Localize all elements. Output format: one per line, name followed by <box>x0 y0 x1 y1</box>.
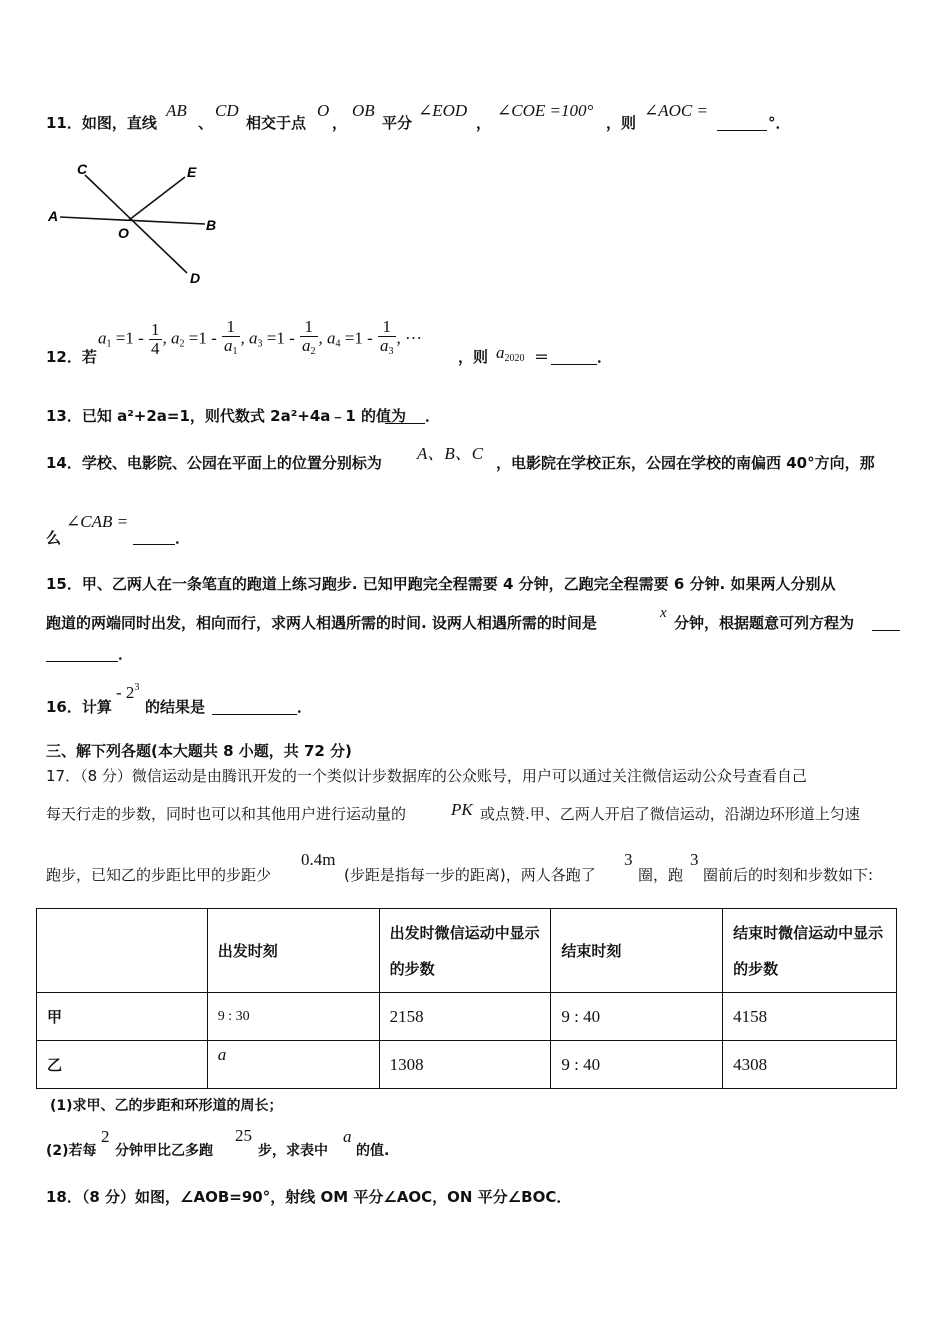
q11-ab: AB <box>166 101 187 120</box>
table-cell: 2158 <box>379 993 551 1041</box>
q12-answer-blank <box>551 350 597 365</box>
q11-aoc: ∠AOC = <box>644 101 708 120</box>
q11-figure <box>40 155 230 290</box>
table-cell: 1308 <box>379 1041 551 1089</box>
q17-line3b: (步距是指每一步的距离)，两人各跑了 <box>344 866 596 884</box>
table-header-cell: 结束时刻 <box>551 909 723 993</box>
q12-a2020: $a_{2020}$ <box>496 343 525 364</box>
q13-text: 13．已知 a²+2a=1，则代数式 2a²+4a﹣1 的值为 <box>46 407 407 425</box>
q16-end: ． <box>297 698 313 716</box>
q14-line2: 么 <box>46 529 62 547</box>
q17-three-2: 3 <box>690 850 699 869</box>
q12-number: 12．若 <box>46 348 97 366</box>
q12-expression: $a_1 =1$ - $\frac{1}{4}$ , $a_2 =1$ - $\frac{1}{a_1}$ , $a_3 =1$ - $\frac{1}{a_2}$ , $a_4 =1$ - $\frac{1}{a_3}$ , ··· <box>98 317 422 358</box>
q17-sub2b: 分钟甲比乙多跑 <box>115 1143 213 1159</box>
table-cell: 甲 <box>37 993 208 1041</box>
table-cell: 4308 <box>723 1041 897 1089</box>
table-cell: 9 : 40 <box>551 1041 723 1089</box>
q11-comma2: ， <box>476 114 492 132</box>
q17-sub1: (1)求甲、乙的步距和环形道的周长； <box>50 1098 283 1114</box>
q16-text2: 的结果是 <box>145 698 206 716</box>
q17-line1: 17．（8 分）微信运动是由腾讯开发的一个类似计步数据库的公众账号，用户可以通过关注微信运动公众号查看自己 <box>46 767 807 785</box>
q17-line3a: 跑步，已知乙的步距比甲的步距少 <box>46 866 272 884</box>
q11-line <box>46 112 157 133</box>
q12-eq: ＝ <box>534 348 550 366</box>
q17-three-1: 3 <box>624 850 633 869</box>
q11-comma1: ， <box>332 114 348 132</box>
q18-text: 18．（8 分）如图，∠AOB=90°，射线 OM 平分∠AOC，ON 平分∠BOC． <box>46 1188 572 1206</box>
table-header-cell: 出发时刻 <box>207 909 379 993</box>
q16-expr: - $2^3$ <box>116 682 140 702</box>
q17-line3c: 圈，跑 <box>638 866 684 884</box>
line-cd <box>85 175 187 273</box>
q17-a: a <box>343 1127 352 1146</box>
q14-line1b: ，电影院在学校正东，公园在学校的南偏西 40°方向，那 <box>496 454 875 472</box>
table-cell: 9 : 40 <box>551 993 723 1041</box>
q11-text2: 平分 <box>382 114 413 132</box>
q14-end: ． <box>175 529 191 547</box>
q17-sub2a: (2)若每 <box>46 1143 97 1159</box>
table-header-cell: 出发时微信运动中显示的步数 <box>379 909 551 993</box>
ray-oe <box>129 177 185 220</box>
label-b: B <box>206 217 217 233</box>
q12-end: ． <box>597 348 613 366</box>
q12-text1: ，则 <box>458 348 489 366</box>
q11-coe: ∠COE =100° <box>497 101 594 120</box>
label-o: O <box>118 225 129 241</box>
q11-ob: OB <box>352 101 375 120</box>
q11-cd: CD <box>215 101 239 120</box>
q15-x: x <box>660 605 667 621</box>
table-cell: 4158 <box>723 993 897 1041</box>
q13-end: ． <box>425 407 441 425</box>
q11-text3: ，则 <box>606 114 637 132</box>
q17-line3d: 圈前后的时刻和步数如下: <box>703 866 874 884</box>
table-header-cell <box>37 909 208 993</box>
q13-answer-blank <box>385 409 425 424</box>
table-cell: 9 : 30 <box>207 993 379 1041</box>
q15-line1: 15．甲、乙两人在一条笔直的跑道上练习跑步. 已知甲跑完全程需要 4 分钟，乙跑完全程需要 6 分钟. 如果两人分别从 <box>46 575 836 593</box>
q11-number: 11．如图，直线 <box>46 114 157 132</box>
q15-answer-blank-2 <box>46 647 118 662</box>
q16-text: 16．计算 <box>46 698 112 716</box>
label-a: A <box>48 208 59 224</box>
label-c: C <box>77 161 88 177</box>
q17-line2a: 每天行走的步数，同时也可以和其他用户进行运动量的 <box>46 805 407 823</box>
q11-answer-blank <box>717 116 767 131</box>
q11-o: O <box>317 101 330 120</box>
q15-line2b: 分钟，根据题意可列方程为 <box>674 614 855 632</box>
q17-n25: 25 <box>235 1126 252 1145</box>
q15-line2a: 跑道的两端同时出发，相向而行，求两人相遇所需的时间. 设两人相遇所需的时间是 <box>46 614 597 632</box>
q11-end: °． <box>768 114 791 132</box>
table-header-cell: 结束时微信运动中显示的步数 <box>723 909 897 993</box>
table-row <box>37 993 897 1041</box>
table-header-row <box>37 909 897 993</box>
q14-abc: A、B、C <box>417 444 484 463</box>
q14-line1: 14．学校、电影院、公园在平面上的位置分别标为 <box>46 454 382 472</box>
q17-sub2d: 的值. <box>356 1143 390 1159</box>
q15-answer-blank-1 <box>872 616 900 631</box>
q11-eod: ∠EOD <box>418 101 468 120</box>
label-e: E <box>187 164 197 180</box>
q11-dun: 、 <box>198 114 214 132</box>
q14-cab: ∠CAB = <box>66 512 129 531</box>
q17-two: 2 <box>101 1127 110 1146</box>
section3-title: 三、解下列各题(本大题共 8 小题，共 72 分) <box>46 742 352 760</box>
q16-answer-blank <box>212 700 297 715</box>
table-cell: a <box>207 1041 379 1089</box>
q14-answer-blank <box>133 530 175 545</box>
q17-sub2c: 步，求表中 <box>258 1143 328 1159</box>
q17-table <box>36 908 897 1089</box>
q17-pk: PK <box>451 800 473 819</box>
q17-line2b: 或点赞.甲、乙两人开启了微信运动，沿湖边环形道上匀速 <box>480 805 860 823</box>
q11-text1: 相交于点 <box>246 114 307 132</box>
table-row <box>37 1041 897 1089</box>
label-d: D <box>190 270 201 286</box>
table-cell: 乙 <box>37 1041 208 1089</box>
q15-end: ． <box>118 645 134 663</box>
q17-step-diff: 0.4m <box>301 850 336 869</box>
